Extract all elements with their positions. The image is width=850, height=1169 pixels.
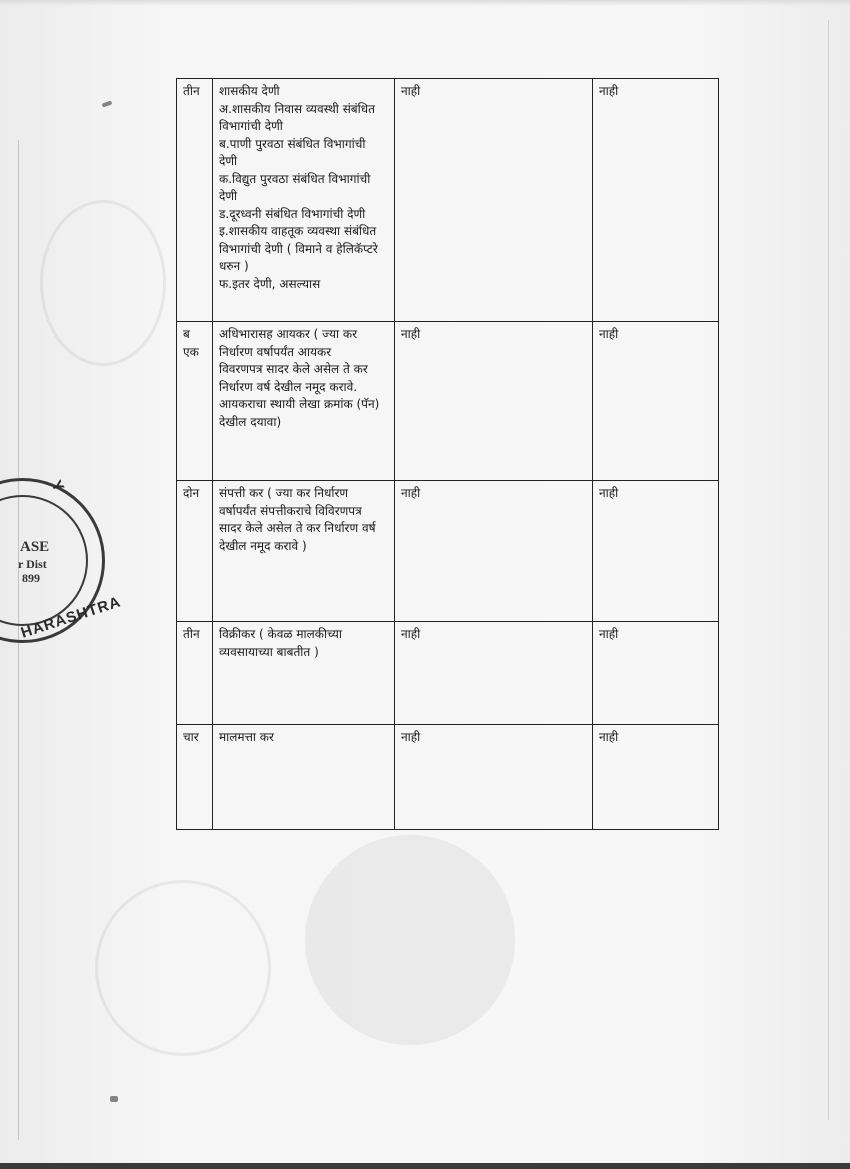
description-line: संपत्ती कर ( ज्या कर निर्धारण — [219, 486, 349, 500]
description-line: इ.शासकीय वाहतूक व्यवस्था संबंधित — [219, 224, 377, 238]
description-line: ब.पाणी पुरवठा संबंधित विभागांची — [219, 136, 366, 151]
row-number: एक — [183, 344, 199, 359]
description-line: विवरणपत्र सादर केले असेल ते कर — [219, 362, 368, 376]
row-number-cell — [177, 725, 213, 830]
value-cell — [395, 79, 593, 322]
row-number-cell — [177, 622, 213, 725]
description-line: अधिभारासह आयकर ( ज्या कर — [219, 327, 358, 341]
scan-bottom-edge — [0, 1163, 850, 1169]
description-line: धरुन ) — [219, 259, 249, 273]
description-line: मालमत्ता कर — [219, 730, 274, 744]
description-line: वर्षापर्यंत संपत्तीकराचे विविरणपत्र — [219, 503, 362, 518]
description-line: विभागांची देणी ( विमाने व हेलिकॅप्टरे — [219, 241, 378, 256]
seal-center-text: 899 — [22, 571, 40, 585]
description-cell — [213, 725, 395, 830]
value-text: नाही — [599, 327, 619, 341]
seal-ring-text: Y — [47, 477, 68, 496]
dues-table-body — [177, 79, 719, 830]
description-line: विभागांची देणी — [219, 119, 283, 133]
ghost-stamp-bleed — [305, 835, 515, 1045]
row-number-cell — [177, 322, 213, 481]
row-number: ब — [183, 327, 190, 341]
row-number-cell — [177, 481, 213, 622]
description-line: देणी — [219, 154, 238, 168]
description-line: सादर केले असेल ते कर निर्धारण वर्ष — [219, 521, 376, 535]
seal-ring-text: HARASHTRA — [18, 593, 124, 642]
value-text: नाही — [401, 627, 421, 641]
value-cell — [395, 622, 593, 725]
description-cell — [213, 622, 395, 725]
ink-speck — [110, 1096, 118, 1102]
description-line: अ.शासकीय निवास व्यवस्थी संबंधित — [219, 101, 375, 116]
description-line: निर्धारण वर्षापर्यंत आयकर — [219, 344, 332, 359]
value-cell — [395, 322, 593, 481]
description-line: आयकराचा स्थायी लेखा क्रमांक (पॅन) — [219, 397, 380, 411]
row-number: चार — [183, 730, 199, 744]
scan-top-edge — [0, 0, 850, 6]
value-text: नाही — [599, 486, 619, 500]
value-cell — [593, 79, 719, 322]
description-cell — [213, 481, 395, 622]
row-number: दोन — [183, 486, 200, 500]
description-line: देणी — [219, 189, 238, 203]
description-cell — [213, 322, 395, 481]
description-line: क.विद्युत पुरवठा संबंधित विभागांची — [219, 171, 371, 186]
table-row — [177, 481, 719, 622]
row-number: तीन — [183, 84, 200, 98]
table-row — [177, 622, 719, 725]
dues-table — [176, 78, 719, 830]
value-cell — [593, 725, 719, 830]
value-text: नाही — [599, 627, 619, 641]
value-text: नाही — [401, 84, 421, 98]
value-text: नाही — [599, 730, 619, 744]
description-cell — [213, 79, 395, 322]
value-cell — [395, 481, 593, 622]
table-row — [177, 725, 719, 830]
ghost-stamp-bleed — [40, 200, 166, 366]
value-cell — [593, 481, 719, 622]
description-line: विक्रीकर ( केवळ मालकीच्या — [219, 627, 342, 641]
ink-speck — [102, 100, 113, 107]
value-cell — [593, 622, 719, 725]
value-text: नाही — [401, 327, 421, 341]
description-line: फ.इतर देणी, असल्यास — [219, 276, 321, 291]
value-cell — [395, 725, 593, 830]
value-text: नाही — [401, 730, 421, 744]
seal-center-text: ASE — [20, 539, 50, 555]
description-line: निर्धारण वर्ष देखील नमूद करावे. — [219, 379, 358, 394]
value-cell — [593, 322, 719, 481]
seal-center-text: r Dist — [18, 557, 47, 571]
row-number-cell — [177, 79, 213, 322]
description-line: व्यवसायाच्या बाबतीत ) — [219, 644, 319, 659]
description-line: देखील नमूद करावे ) — [219, 538, 307, 553]
description-line: शासकीय देणी — [219, 84, 280, 98]
value-text: नाही — [599, 84, 619, 98]
table-row — [177, 322, 719, 481]
table-row — [177, 79, 719, 322]
ghost-stamp-bleed — [95, 880, 271, 1056]
description-line: देखील दयावा) — [219, 414, 282, 429]
description-line: ड.दूरध्वनी संबंधित विभागांची देणी — [219, 206, 366, 221]
value-text: नाही — [401, 486, 421, 500]
row-number: तीन — [183, 627, 200, 641]
scan-right-edge — [828, 20, 829, 1120]
